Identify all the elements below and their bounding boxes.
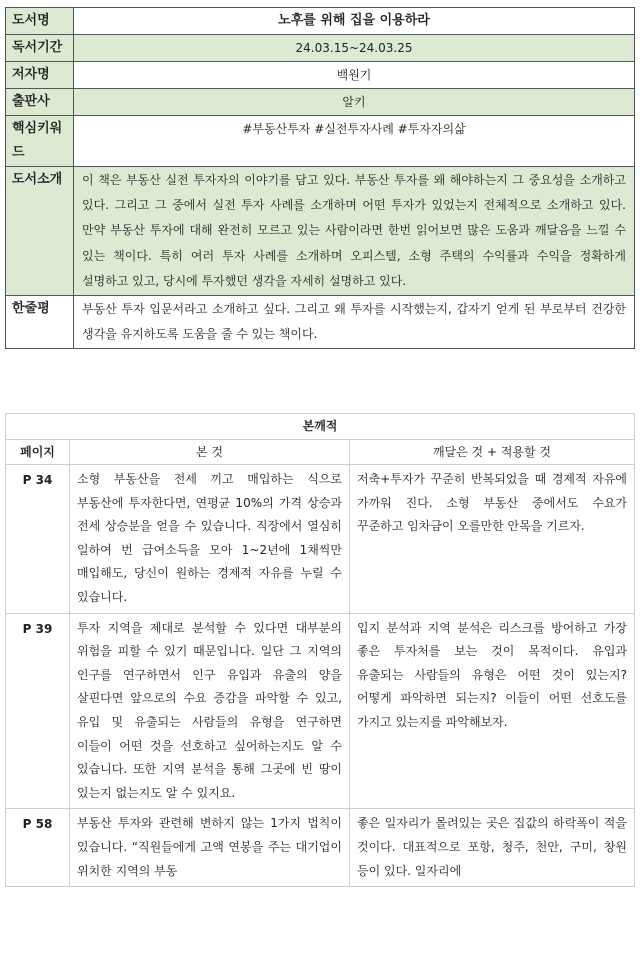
publisher-label: 출판사 bbox=[6, 89, 74, 116]
title-value: 노후를 위해 집을 이용하라 bbox=[74, 8, 635, 35]
row-learned: 좋은 일자리가 몰려있는 곳은 집값의 하락폭이 적을 것이다. 대표적으로 포항, 청주, 천안, 구미, 창원 등이 있다. 일자리에 bbox=[350, 809, 635, 887]
row-page: P 58 bbox=[6, 809, 70, 887]
notes-caption: 본깨적 bbox=[6, 414, 635, 440]
row-seen: 소형 부동산을 전세 끼고 매입하는 식으로 부동산에 투자한다면, 연평균 10%의 가격 상승과 전세 상승분을 얻을 수 있습니다. 직장에서 열심히 일하여 번 급여소득을 모아 1~2년에 1채씩만 매입해도, 당신이 원하는 경제적 자유를 누릴 수 있습니다. bbox=[70, 465, 350, 614]
table-row bbox=[6, 809, 635, 887]
title-label: 도서명 bbox=[6, 8, 74, 35]
keyword-value: #부동산투자 #실전투자사례 #투자자의삶 bbox=[74, 116, 635, 167]
header-row bbox=[6, 440, 635, 465]
author-label: 저자명 bbox=[6, 62, 74, 89]
header-learned: 깨달은 것 + 적용할 것 bbox=[350, 440, 635, 465]
intro-value: 이 책은 부동산 실전 투자자의 이야기를 담고 있다. 부동산 투자를 왜 해야하는지 그 중요성을 소개하고 있다. 그리고 그 중에서 실전 투자 사례를 소개하며 어떤 투자가 있었는지 전체적으로 소개하고 있다. 만약 부동산 투자에 대해 완전히 모르고 있는 사람이라면 한번 읽어보면 많은 도움과 깨달음을 느낄 수 있는 책이다. 특히 여러 투자 사례를 소개하며 오피스텔, 소형 주택의 수익률과 수익을 정확하게 설명하고 있고, 당시에 투자했던 생각을 자세히 설명하고 있다. bbox=[74, 167, 635, 296]
table-row bbox=[6, 465, 635, 614]
keyword-label: 핵심키워드 bbox=[6, 116, 74, 167]
review-row bbox=[6, 296, 635, 349]
period-label: 독서기간 bbox=[6, 35, 74, 62]
intro-row bbox=[6, 167, 635, 296]
caption-row bbox=[6, 414, 635, 440]
row-learned: 입지 분석과 지역 분석은 리스크를 방어하고 가장 좋은 투자처를 보는 것이 목적이다. 유입과 유출되는 사람들의 유형은 어떤 것이 있는지? 어떻게 파악하면 되는지? 이들이 어떤 선호도를 가지고 있는지를 파악해보자. bbox=[350, 613, 635, 809]
row-page: P 34 bbox=[6, 465, 70, 614]
author-value: 백원기 bbox=[74, 62, 635, 89]
review-value: 부동산 투자 입문서라고 소개하고 싶다. 그리고 왜 투자를 시작했는지, 갑자기 얻게 된 부로부터 건강한 생각을 유지하도록 도움을 줄 수 있는 책이다. bbox=[74, 296, 635, 349]
period-row bbox=[6, 35, 635, 62]
table-row bbox=[6, 613, 635, 809]
book-info-table bbox=[5, 7, 635, 349]
header-seen: 본 것 bbox=[70, 440, 350, 465]
header-page: 페이지 bbox=[6, 440, 70, 465]
row-seen: 투자 지역을 제대로 분석할 수 있다면 대부분의 위험을 피할 수 있기 때문입니다. 일단 그 지역의 인구를 연구하면서 인구 유입과 유출의 양을 살핀다면 앞으로의 수요 증감을 파악할 수 있고, 유입 및 유출되는 사람들의 유형을 연구하면 이들이 어떤 것을 선호하고 싶어하는지도 알 수 있습니다. 또한 지역 분석을 통해 그곳에 빈 땅이 있는지 없는지도 알 수 있지요. bbox=[70, 613, 350, 809]
author-row bbox=[6, 62, 635, 89]
row-seen: 부동산 투자와 관련해 변하지 않는 1가지 법칙이 있습니다. “직원들에게 고액 연봉을 주는 대기업이 위치한 지역의 부동 bbox=[70, 809, 350, 887]
publisher-row bbox=[6, 89, 635, 116]
row-learned: 저축+투자가 꾸준히 반복되었을 때 경제적 자유에 가까워 진다. 소형 부동산 중에서도 수요가 꾸준하고 임차금이 오를만한 안목을 기르자. bbox=[350, 465, 635, 614]
publisher-value: 알키 bbox=[74, 89, 635, 116]
title-row bbox=[6, 8, 635, 35]
review-label: 한줄평 bbox=[6, 296, 74, 349]
row-page: P 39 bbox=[6, 613, 70, 809]
reading-notes-table bbox=[5, 413, 635, 887]
intro-label: 도서소개 bbox=[6, 167, 74, 296]
period-value: 24.03.15~24.03.25 bbox=[74, 35, 635, 62]
keyword-row bbox=[6, 116, 635, 167]
